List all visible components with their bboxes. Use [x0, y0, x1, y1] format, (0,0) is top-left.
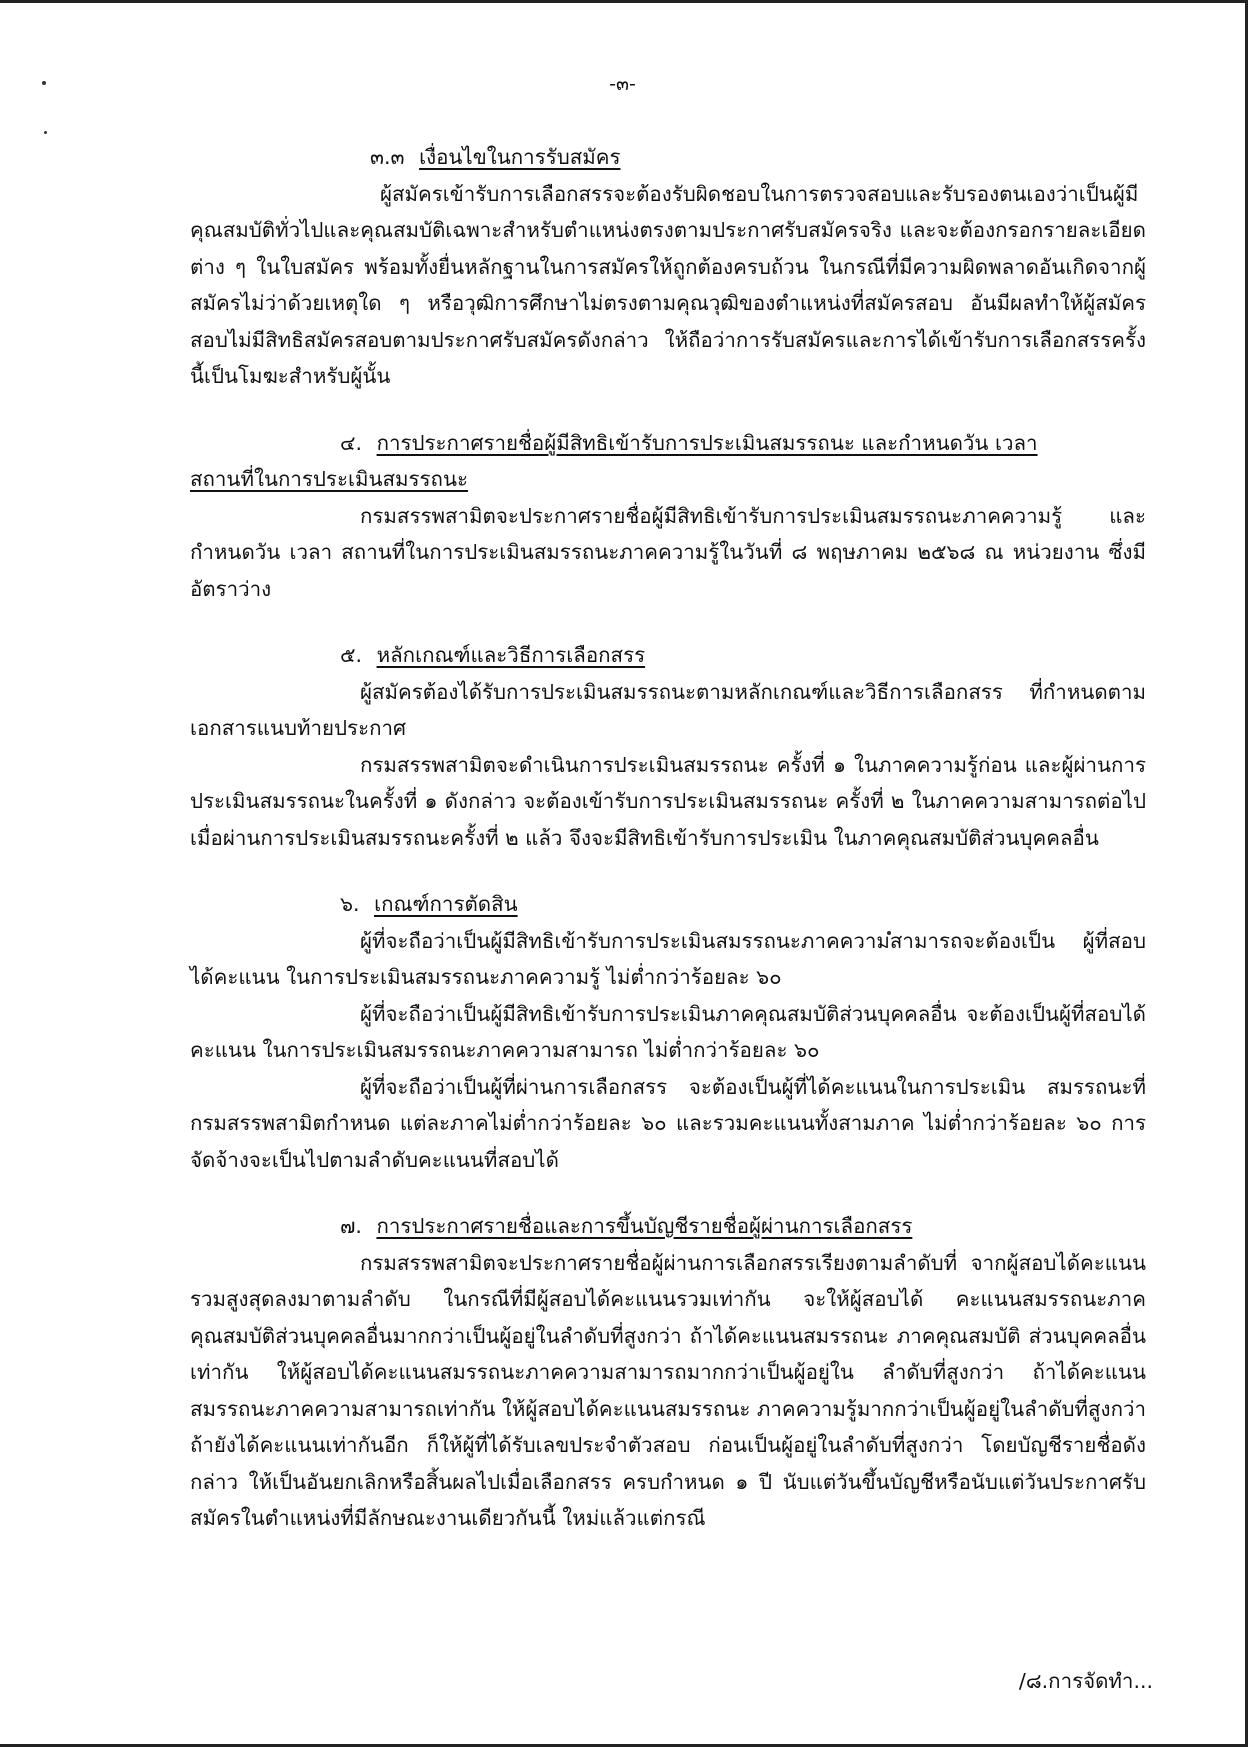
page-number: -๓-: [609, 73, 636, 95]
section-title: การประกาศรายชื่อผู้มีสิทธิเข้ารับการประเมินสมรรถนะ และกำหนดวัน เวลา: [376, 430, 1038, 455]
paragraph: ผู้ที่จะถือว่าเป็นผู้มีสิทธิเข้ารับการประเมินภาคคุณสมบัติส่วนบุคคลอื่น จะต้องเป็นผู้ที่สอบได้คะแนน ในการประเมินสมรรถนะภาคความสามารถ ไม่ต่ำกว่าร้อยละ ๖๐: [190, 1001, 1146, 1062]
section-heading: [190, 637, 1146, 674]
section-title: หลักเกณฑ์และวิธีการเลือกสรร: [376, 643, 646, 667]
document-body: [190, 139, 1146, 1537]
section-heading: [190, 425, 1146, 462]
section-number: ๓.๓: [370, 145, 405, 169]
section-title: การประกาศรายชื่อและการขึ้นบัญชีรายชื่อผู้ผ่านการเลือกสรร: [376, 1214, 913, 1238]
section-title: เกณฑ์การตัดสิน: [374, 892, 518, 916]
section-heading: [190, 139, 1146, 176]
paragraph: กรมสรรพสามิตจะประกาศรายชื่อผู้มีสิทธิเข้ารับการประเมินสมรรถนะภาคความรู้ และกำหนดวัน เวลา สถานที่ในการประเมินสมรรถนะภาคความรู้ในวันที่ ๘ พฤษภาคม ๒๕๖๘ ณ หน่วยงาน ซึ่งมีอัตราว่าง: [190, 503, 1146, 601]
section-number: ๕.: [340, 643, 363, 667]
paragraph: กรมสรรพสามิตจะประกาศรายชื่อผู้ผ่านการเลือกสรรเรียงตามลำดับที่ จากผู้สอบได้คะแนนรวมสูงสุดลงมาตามลำดับ ในกรณีที่มีผู้สอบได้คะแนนรวมเท่ากัน จะให้ผู้สอบได้ คะแนนสมรรถนะภาคคุณสมบัติส่วนบุคคลอื่นมากกว่าเป็นผู้อยู่ในลำดับที่สูงกว่า ถ้าได้คะแนนสมรรถนะ ภาคคุณสมบัติ ส่วนบุคคลอื่นเท่ากัน ให้ผู้สอบได้คะแนนสมรรถนะภาคความสามารถมากกว่าเป็นผู้อยู่ใน ลำดับที่สูงกว่า ถ้าได้คะแนนสมรรถนะภาคความสามารถเท่ากัน ให้ผู้สอบได้คะแนนสมรรถนะ ภาคความรู้มากกว่าเป็นผู้อยู่ในลำดับที่สูงกว่า ถ้ายังได้คะแนนเท่ากันอีก ก็ให้ผู้ที่ได้รับเลขประจำตัวสอบ ก่อนเป็นผู้อยู่ในลำดับที่สูงกว่า โดยบัญชีรายชื่อดังกล่าว ให้เป็นอันยกเลิกหรือสิ้นผลไปเมื่อเลือกสรร ครบกำหนด ๑ ปี นับแต่วันขึ้นบัญชีหรือนับแต่วันประกาศรับสมัครในตำแหน่งที่มีลักษณะงานเดียวกันนี้ ใหม่แล้วแต่กรณี: [190, 1250, 1147, 1530]
paragraph: กรมสรรพสามิตจะดำเนินการประเมินสมรรถนะ ครั้งที่ ๑ ในภาคความรู้ก่อน และผู้ผ่านการประเมินสมรรถนะในครั้งที่ ๑ ดังกล่าว จะต้องเข้ารับการประเมินสมรรถนะ ครั้งที่ ๒ ในภาคความสามารถต่อไป เมื่อผ่านการประเมินสมรรถนะครั้งที่ ๒ แล้ว จึงจะมีสิทธิเข้ารับการประเมิน ในภาคคุณสมบัติส่วนบุคคลอื่น: [190, 752, 1146, 850]
section-heading-continued: [190, 461, 1146, 498]
section-number: ๗.: [340, 1214, 362, 1238]
section-number: ๖.: [340, 892, 360, 916]
section-number: ๔.: [340, 430, 363, 455]
section-heading: [190, 1208, 1146, 1245]
continuation-note: /๘.การจัดทำ...: [1018, 1669, 1153, 1693]
paragraph: ผู้สมัครเข้ารับการเลือกสรรจะต้องรับผิดชอบในการตรวจสอบและรับรองตนเองว่าเป็นผู้มีคุณสมบัติทั่วไปและคุณสมบัติเฉพาะสำหรับตำแหน่งตรงตามประกาศรับสมัครจริง และจะต้องกรอกรายละเอียดต่าง ๆ ในใบสมัคร พร้อมทั้งยื่นหลักฐานในการสมัครให้ถูกต้องครบถ้วน ในกรณีที่มีความผิดพลาดอันเกิดจากผู้สมัครไม่ว่าด้วยเหตุใด ๆ หรือวุฒิการศึกษาไม่ตรงตามคุณวุฒิของตำแหน่งที่สมัครสอบ อันมีผลทำให้ผู้สมัครสอบไม่มีสิทธิสมัครสอบตามประกาศรับสมัครดังกล่าว ให้ถือว่าการรับสมัครและการได้เข้ารับการเลือกสรรครั้งนี้เป็นโมฆะสำหรับผู้นั้น: [190, 181, 1146, 388]
scan-speck: [44, 131, 47, 134]
section-title-continued: สถานที่ในการประเมินสมรรถนะ: [190, 467, 468, 491]
paragraph: ผู้สมัครต้องได้รับการประเมินสมรรถนะตามหลักเกณฑ์และวิธีการเลือกสรร ที่กำหนดตามเอกสารแนบท้ายประกาศ: [190, 679, 1146, 740]
section-heading: [190, 886, 1146, 923]
paragraph: ผู้ที่จะถือว่าเป็นผู้มีสิทธิเข้ารับการประเมินสมรรถนะภาคความสามารถจะต้องเป็น ผู้ที่สอบได้คะแนน ในการประเมินสมรรถนะภาคความรู้ ไม่ต่ำกว่าร้อยละ ๖๐: [190, 928, 1146, 989]
section-title: เงื่อนไขในการรับสมัคร: [419, 145, 621, 169]
paragraph: ผู้ที่จะถือว่าเป็นผู้ที่ผ่านการเลือกสรร จะต้องเป็นผู้ที่ได้คะแนนในการประเมิน สมรรถนะที่กรมสรรพสามิตกำหนด แต่ละภาคไม่ต่ำกว่าร้อยละ ๖๐ และรวมคะแนนทั้งสามภาค ไม่ต่ำกว่าร้อยละ ๖๐ การจัดจ้างจะเป็นไปตามลำดับคะแนนที่สอบได้: [190, 1074, 1146, 1172]
